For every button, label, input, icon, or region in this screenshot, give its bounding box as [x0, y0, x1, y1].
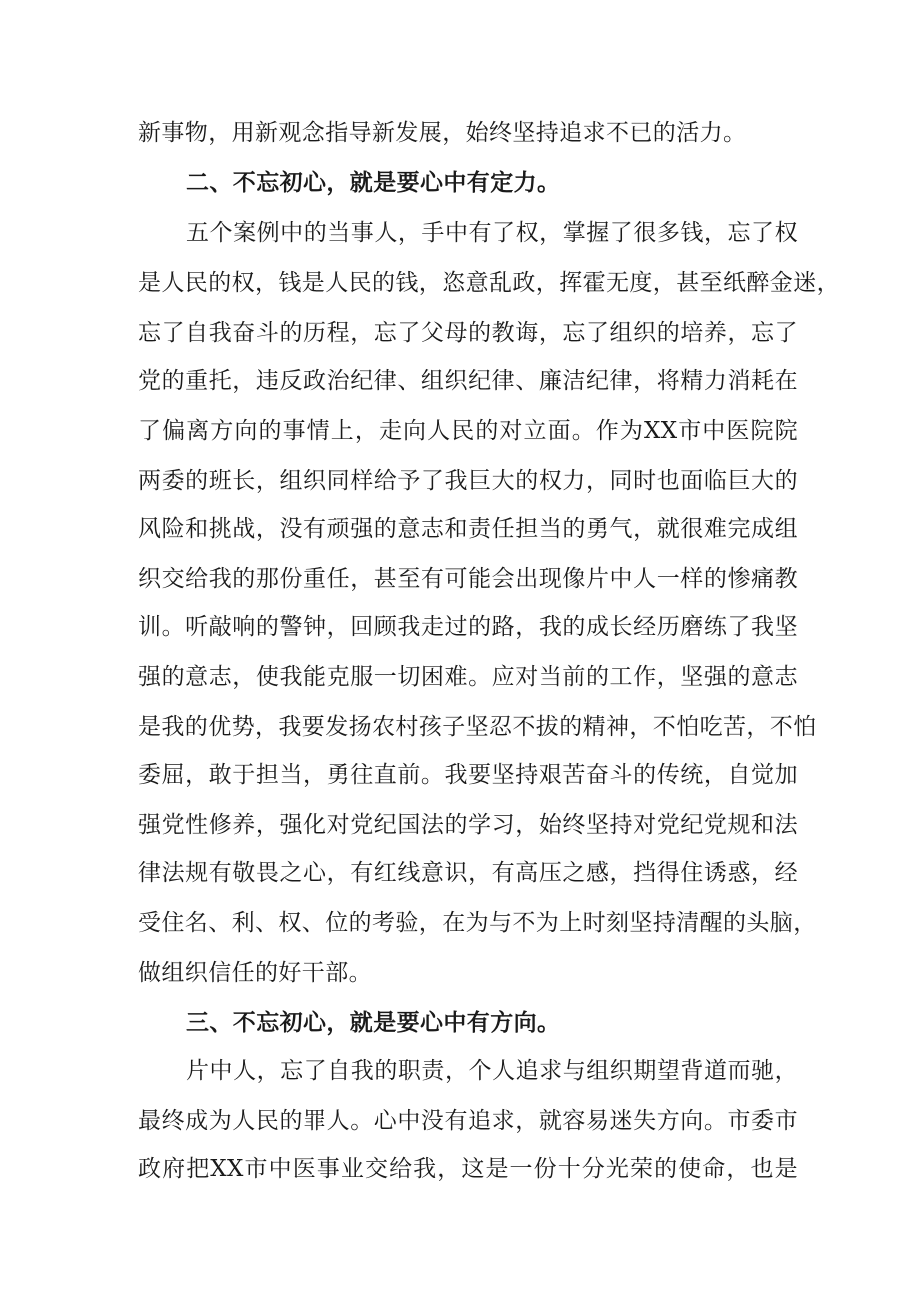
paragraph-line: 强党性修养，强化对党纪国法的学习，始终坚持对党纪党规和法	[138, 812, 798, 838]
paragraph-line: 风险和挑战，没有顽强的意志和责任担当的勇气，就很难完成组	[138, 516, 798, 542]
paragraph-line: 了偏离方向的事情上，走向人民的对立面。作为XX市中医院院	[138, 418, 798, 444]
section-heading: 三、不忘初心，就是要心中有方向。	[186, 1010, 561, 1036]
paragraph-line: 做组织信任的好干部。	[138, 960, 372, 986]
paragraph-line: 受住名、利、权、位的考验，在为与不为上时刻坚持清醒的头脑，	[138, 910, 817, 936]
paragraph-line: 五个案例中的当事人，手中有了权，掌握了很多钱，忘了权	[186, 220, 798, 246]
paragraph-line: 两委的班长，组织同样给予了我巨大的权力，同时也面临巨大的	[138, 468, 798, 494]
paragraph-line: 强的意志，使我能克服一切困难。应对当前的工作，坚强的意志	[138, 664, 798, 690]
paragraph-line: 片中人，忘了自我的职责，个人追求与组织期望背道而驰，	[186, 1058, 798, 1084]
paragraph-line: 是我的优势，我要发扬农村孩子坚忍不拔的精神，不怕吃苦，不怕	[138, 714, 817, 740]
paragraph-line: 新事物，用新观念指导新发展，始终坚持追求不已的活力。	[138, 120, 747, 146]
paragraph-line: 是人民的权，钱是人民的钱，恣意乱政，挥霍无度，甚至纸醉金迷，	[138, 270, 840, 296]
paragraph-line: 织交给我的那份重任，甚至有可能会出现像片中人一样的惨痛教	[138, 566, 798, 592]
paragraph-line: 党的重托，违反政治纪律、组织纪律、廉洁纪律，将精力消耗在	[138, 368, 798, 394]
paragraph-line: 政府把XX市中医事业交给我，这是一份十分光荣的使命，也是	[138, 1156, 798, 1182]
paragraph-line: 律法规有敬畏之心，有红线意识，有高压之感，挡得住诱惑，经	[138, 860, 798, 886]
paragraph-line: 忘了自我奋斗的历程，忘了父母的教诲，忘了组织的培养，忘了	[138, 320, 798, 346]
paragraph-line: 最终成为人民的罪人。心中没有追求，就容易迷失方向。市委市	[138, 1108, 798, 1134]
section-heading: 二、不忘初心，就是要心中有定力。	[186, 170, 561, 196]
paragraph-line: 委屈，敢于担当，勇往直前。我要坚持艰苦奋斗的传统，自觉加	[138, 762, 798, 788]
paragraph-line: 训。听敲响的警钟，回顾我走过的路，我的成长经历磨练了我坚	[138, 614, 798, 640]
